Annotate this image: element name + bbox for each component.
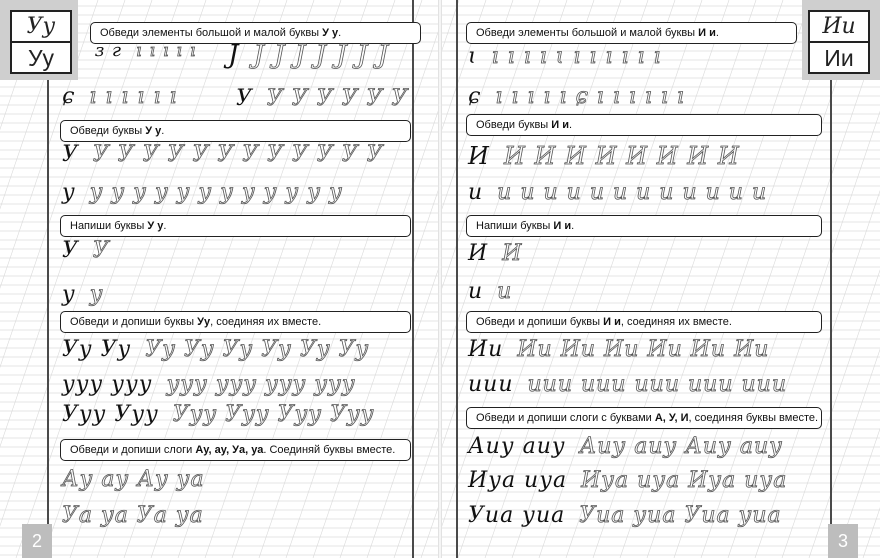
task-text: Напиши буквы bbox=[70, 220, 148, 232]
trace-glyphs: У У У У У У bbox=[266, 86, 409, 111]
practice-row bbox=[468, 434, 797, 459]
sample-glyphs: J bbox=[228, 40, 240, 70]
practice-row bbox=[468, 337, 783, 362]
trace-glyphs: Ау ау Ау уа bbox=[62, 467, 205, 492]
sample-glyphs: ɕ bbox=[62, 84, 76, 109]
task-banner bbox=[466, 407, 822, 429]
task-tail: , соединяя их вместе. bbox=[620, 316, 732, 328]
letter-card bbox=[808, 10, 870, 74]
practice-row bbox=[468, 372, 801, 397]
practice-row bbox=[62, 337, 383, 362]
sample-glyphs: ɕ bbox=[468, 84, 482, 109]
practice-row bbox=[62, 180, 357, 205]
trace-glyphs: Ии Ии Ии Ии Ии Ии bbox=[517, 337, 770, 362]
sample-glyphs: И bbox=[468, 142, 490, 170]
trace-glyphs: ı ı ı ı ı ɕ ı ı ı ı ı ı bbox=[495, 84, 685, 109]
practice-row bbox=[95, 40, 211, 61]
letter-card bbox=[10, 10, 72, 74]
task-text: Обведи элементы большой и малой буквы bbox=[476, 27, 699, 39]
sample-glyphs: ɜ г bbox=[95, 40, 122, 61]
page-number: 3 bbox=[828, 524, 858, 558]
practice-row bbox=[62, 372, 370, 397]
task-banner bbox=[466, 114, 822, 136]
sample-glyphs: У bbox=[62, 238, 79, 263]
sample-glyphs: ɩ bbox=[468, 44, 478, 69]
task-tail: , соединяя их вместе. bbox=[210, 316, 322, 328]
sample-glyphs: У bbox=[236, 86, 253, 111]
left-page bbox=[0, 0, 438, 558]
practice-row bbox=[468, 84, 699, 109]
task-banner bbox=[60, 120, 411, 142]
task-banner bbox=[60, 311, 411, 333]
task-tail: . bbox=[715, 27, 719, 39]
margin-line bbox=[47, 0, 49, 558]
task-bold: Уу bbox=[197, 316, 211, 328]
script-letter: Ии bbox=[810, 12, 868, 43]
task-bold: И и bbox=[603, 316, 621, 328]
trace-glyphs: ı ı ı ı ı bbox=[135, 40, 197, 61]
sample-glyphs: Уиа уиа bbox=[468, 503, 566, 528]
task-tail: . bbox=[568, 119, 573, 131]
task-text: Обведи и допиши слоги bbox=[70, 444, 196, 456]
page-number: 2 bbox=[22, 524, 52, 558]
practice-row bbox=[468, 241, 536, 266]
practice-row bbox=[62, 282, 118, 307]
margin-line bbox=[412, 0, 414, 558]
trace-glyphs: У bbox=[92, 238, 110, 263]
sample-glyphs: Аиу аиу bbox=[468, 434, 566, 459]
sample-glyphs: Иуа иуа bbox=[468, 468, 568, 493]
practice-row bbox=[62, 402, 389, 427]
practice-row bbox=[62, 503, 218, 528]
trace-glyphs: у bbox=[89, 282, 104, 307]
practice-row bbox=[228, 40, 403, 70]
sample-glyphs: Ууу Ууу bbox=[62, 402, 159, 427]
sample-glyphs: и bbox=[468, 279, 484, 304]
sample-glyphs: ууу ууу bbox=[62, 372, 153, 397]
trace-glyphs: Уа уа Уа уа bbox=[62, 503, 204, 528]
task-banner bbox=[466, 215, 822, 237]
trace-glyphs: и bbox=[497, 279, 513, 304]
task-tail: . Соединяй буквы вместе. bbox=[263, 444, 396, 456]
task-tail: . bbox=[161, 125, 165, 137]
trace-glyphs: ı ı ı ı ɩ ı ı ı ı ı ı bbox=[491, 44, 662, 69]
task-text: Обведи буквы bbox=[70, 125, 146, 137]
task-banner bbox=[60, 439, 411, 461]
task-text: Обведи и допиши слоги с буквами bbox=[476, 412, 655, 424]
practice-row bbox=[236, 86, 422, 111]
task-banner bbox=[60, 215, 411, 237]
practice-row bbox=[468, 503, 796, 528]
task-bold: А, У, И bbox=[654, 412, 689, 424]
practice-row bbox=[468, 279, 526, 304]
task-bold: У у bbox=[322, 27, 339, 39]
margin-line bbox=[456, 0, 458, 558]
practice-row bbox=[62, 238, 124, 263]
task-bold: И и bbox=[551, 119, 569, 131]
trace-glyphs: Аиу аиу Аиу аиу bbox=[579, 434, 783, 459]
task-text: Напиши буквы bbox=[476, 220, 554, 232]
task-bold: У у bbox=[145, 125, 162, 137]
task-banner bbox=[466, 311, 822, 333]
right-page bbox=[442, 0, 880, 558]
task-bold: У у bbox=[147, 220, 164, 232]
task-banner bbox=[466, 22, 797, 44]
sample-glyphs: Ии bbox=[468, 337, 504, 362]
sample-glyphs: И bbox=[468, 241, 489, 266]
trace-glyphs: Уу Уу Уу Уу Уу Уу bbox=[145, 337, 370, 362]
practice-row bbox=[468, 180, 781, 205]
sample-glyphs: иии bbox=[468, 372, 514, 397]
practice-row bbox=[62, 467, 219, 492]
trace-glyphs: J J J J J J J bbox=[253, 40, 389, 70]
trace-glyphs: и и и и и и и и и и и и bbox=[497, 180, 768, 205]
sample-glyphs: У bbox=[62, 142, 79, 167]
trace-glyphs: И bbox=[502, 241, 523, 266]
trace-glyphs: У У У У У У У У У У У У bbox=[92, 142, 384, 167]
task-bold: И и bbox=[553, 220, 572, 232]
print-letter: Ии bbox=[824, 45, 854, 71]
sample-glyphs: Уу Уу bbox=[62, 337, 132, 362]
task-tail: . bbox=[338, 27, 342, 39]
trace-glyphs: Уиа уиа Уиа уиа bbox=[579, 503, 782, 528]
practice-row bbox=[62, 84, 192, 109]
script-letter: Уу bbox=[12, 12, 70, 43]
task-bold: И и bbox=[698, 27, 716, 39]
print-letter: Уу bbox=[27, 45, 55, 71]
trace-glyphs: у у у у у у у у у у у у bbox=[89, 180, 343, 205]
practice-row bbox=[468, 142, 754, 170]
margin-line bbox=[830, 0, 832, 558]
task-bold: Ау, ау, Уа, уа bbox=[195, 444, 264, 456]
task-text: Обведи элементы большой и малой буквы bbox=[100, 27, 323, 39]
practice-row bbox=[62, 142, 398, 167]
task-text: Обведи и допиши буквы bbox=[476, 316, 604, 328]
sample-glyphs: у bbox=[62, 282, 76, 307]
sample-glyphs: и bbox=[468, 180, 484, 205]
trace-glyphs: Иуа иуа Иуа иуа bbox=[581, 468, 788, 493]
trace-glyphs: Ууу Ууу Ууу Ууу bbox=[172, 402, 375, 427]
trace-glyphs: И И И И И И И И bbox=[503, 142, 740, 170]
task-text: Обведи и допиши буквы bbox=[70, 316, 198, 328]
sample-glyphs: у bbox=[62, 180, 76, 205]
task-tail: . bbox=[571, 220, 575, 232]
task-text: Обведи буквы bbox=[476, 119, 552, 131]
trace-glyphs: ууу ууу ууу ууу bbox=[166, 372, 356, 397]
trace-glyphs: ı ı ı ı ı ı bbox=[89, 84, 178, 109]
practice-row bbox=[468, 468, 801, 493]
practice-row bbox=[468, 44, 676, 69]
trace-glyphs: иии иии иии иии иии bbox=[527, 372, 788, 397]
task-tail: , соединяя буквы вместе. bbox=[688, 412, 819, 424]
task-tail: . bbox=[163, 220, 167, 232]
